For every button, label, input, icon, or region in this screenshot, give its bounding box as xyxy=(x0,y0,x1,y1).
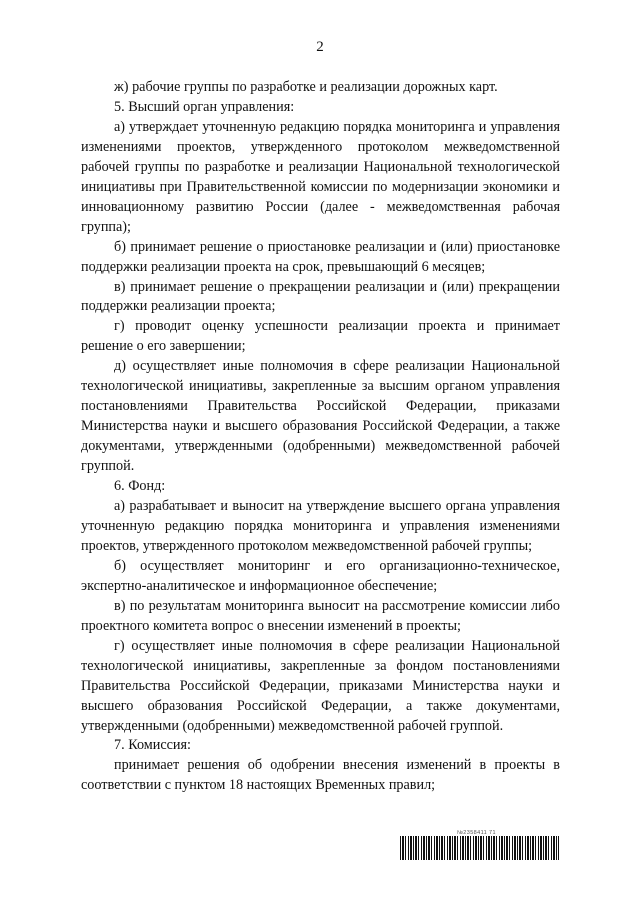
paragraph: а) утверждает уточненную редакцию порядка мониторинга и управления изменениями проектов, утвержденного протоколом межведомственной рабочей группы по разработке и реализации Национальной технологической инициативы при Правительственной комиссии по модернизации экономики и инновационному развитию России (далее - межведомственная рабочая группа); xyxy=(81,118,560,235)
paragraph: в) по результатам мониторинга выносит на рассмотрение комиссии либо проектного комитета вопрос о внесении изменений в проекты; xyxy=(81,597,560,634)
paragraph: г) осуществляет иные полномочия в сфере реализации Национальной технологической инициативы, закрепленные за фондом постановлениями Правительства Российской Федерации, приказами Министерства науки и высшего образования Российской Федерации, а также документами, утвержденными (одобренными) межведомственной рабочей группой. xyxy=(81,637,560,734)
document-number: №2358411 71 xyxy=(457,830,496,836)
paragraph: б) осуществляет мониторинг и его организационно-техническое, экспертно-аналитическое и информационное обеспечение; xyxy=(81,557,560,594)
paragraph: а) разрабатывает и выносит на утверждение высшего органа управления уточненную редакцию порядка мониторинга и управления изменениями проектов, утвержденного протоколом межведомственной рабочей группы; xyxy=(81,498,560,554)
page-number: 2 xyxy=(316,39,324,55)
paragraph: б) принимает решение о приостановке реализации и (или) приостановке поддержки реализации проекта на срок, превышающий 6 месяцев; xyxy=(81,238,560,275)
paragraph: г) проводит оценку успешности реализации проекта и принимает решение о его завершении; xyxy=(81,318,560,355)
paragraph: д) осуществляет иные полномочия в сфере реализации Национальной технологической инициативы, закрепленные за высшим органом управления постановлениями Правительства Российской Федерации, приказами Министерства науки и высшего образования Российской Федерации, а также документами, утвержденными (одобренными) межведомственной рабочей группой. xyxy=(81,358,560,475)
document-body xyxy=(81,78,560,796)
paragraph: принимает решения об одобрении внесения изменений в проекты в соответствии с пунктом 18 настоящих Временных правил; xyxy=(81,757,560,794)
paragraph: в) принимает решение о прекращении реализации и (или) прекращении поддержки реализации проекта; xyxy=(81,278,560,315)
paragraph: 5. Высший орган управления: xyxy=(114,98,295,115)
barcode-image xyxy=(400,836,559,860)
paragraph: 7. Комиссия: xyxy=(114,737,191,754)
paragraph: ж) рабочие группы по разработке и реализации дорожных карт. xyxy=(114,79,498,95)
paragraph: 6. Фонд: xyxy=(114,478,166,495)
